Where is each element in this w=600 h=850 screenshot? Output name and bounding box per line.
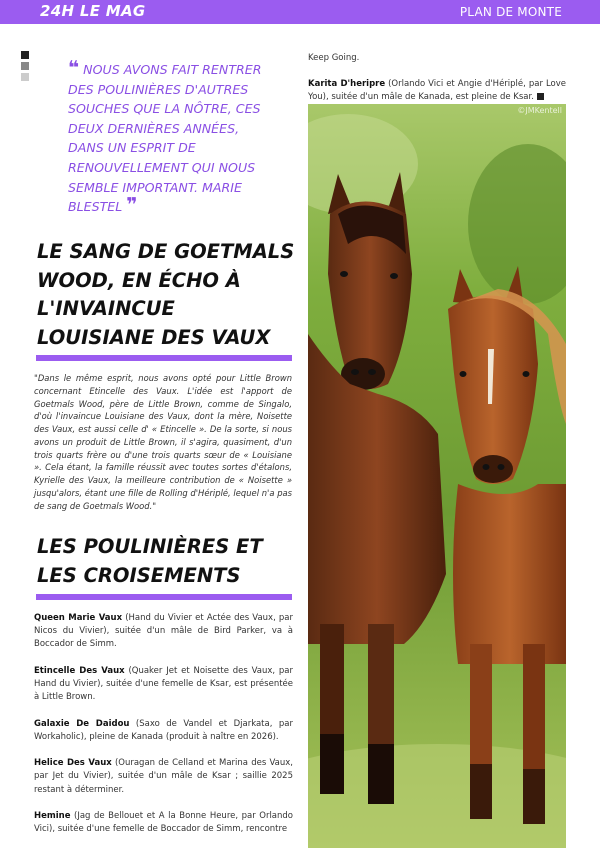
pull-quote — [68, 57, 278, 217]
two-horses-photo — [308, 104, 566, 848]
mare-details: (Quaker Jet et Noisette des Vaux, par Hand du Vivier), suitée d'une femelle de Ksar, est présentée à Little Brown. — [34, 665, 293, 703]
mare-details: (Saxo de Vandel et Djarkata, par Workaholic), pleine de Kanada (produit à naître en 2026). — [34, 718, 293, 742]
header-bar — [0, 0, 600, 24]
heading-underline — [36, 355, 292, 361]
mare-list — [34, 612, 293, 850]
mare-name: Queen Marie Vaux — [34, 613, 123, 623]
photo-credit: ©JMKentell — [517, 106, 562, 115]
list-item — [34, 612, 293, 652]
section-heading-goetmals: LE SANG DE GOETMALS WOOD, EN ÉCHO À L'INVAINCUE LOUISIANE DES VAUX — [37, 240, 295, 349]
mare-name: Karita D'heripre — [308, 79, 386, 89]
heading-underline-2 — [36, 594, 292, 600]
list-item — [34, 757, 293, 797]
list-item — [34, 718, 293, 744]
section-heading-poulinieres: LES POULINIÈRES ET LES CROISEMENTS — [37, 535, 263, 587]
decor-square-dark — [21, 51, 29, 59]
continuation-text: Keep Going. — [308, 53, 360, 63]
mare-name: Helice Des Vaux — [34, 758, 112, 769]
open-quote-icon: ❝ — [68, 57, 80, 79]
pull-quote-text: NOUS AVONS FAIT RENTRER DES POULINIÈRES D'AUTRES SOUCHES QUE LA NÔTRE, CES DEUX DERNIÈRES ANNÉES, DANS UN ESPRIT DE RENOUVELLEMENT QUI NOUS SEMBLE IMPORTANT. MARIE BLESTEL — [68, 62, 262, 215]
decor-square-mid — [21, 62, 29, 70]
intro-paragraph: "Dans le même esprit, nous avons opté pour Little Brown concernant Etincelle des Vaux. L'idée est l'apport de Goetmals Wood, père de Little Brown, comme de Singalo, d'où l'invaincue Louisiane des Vaux, dont la mère, Noisette des Vaux, est aussi celle d' « Etincelle ». De la sorte, si nous avons un produit de Little Brown, il s'agira, quasiment, d'un trois quarts frère ou d'une trois quarts sœur de « Louisiane ». Cela étant, la famille réussit avec toutes sortes d'étalons, Kyrielle des Vaux, la meilleure contribution de « Noisette » jusqu'alors, étant une fille de Rolling d'Hériplé, lequel n'a pas de sang de Goetmals Wood." — [34, 373, 292, 511]
mare-details: (Jag de Bellouet et A la Bonne Heure, par Orlando Vici), suitée d'une femelle de Boccador de Simm, rencontre — [34, 810, 293, 835]
mare-name: Hemine — [34, 810, 71, 821]
horses-illustration — [308, 104, 566, 848]
end-of-article-mark — [537, 93, 544, 100]
decor-square-light — [21, 73, 29, 81]
list-item — [34, 665, 293, 705]
list-item — [308, 78, 566, 104]
mare-name: Etincelle Des Vaux — [34, 665, 125, 676]
mare-details: (Hand du Vivier et Actée des Vaux, par Nicos du Vivier), suitée d'un mâle de Bird Parker, va à Boccador de Simm. — [34, 613, 293, 650]
magazine-brand: 24H LE MAG — [40, 2, 146, 20]
section-label: PLAN DE MONTE — [459, 5, 562, 19]
list-item — [34, 810, 293, 836]
close-quote-icon: ❞ — [126, 194, 138, 217]
mare-details: (Orlando Vici et Angie d'Hériplé, par Love You), suitée d'un mâle de Kanada, est pleine de Ksar. — [308, 79, 566, 103]
mare-name: Galaxie De Daidou — [34, 718, 130, 729]
mare-details: (Ouragan de Celland et Marina des Vaux, par Jet du Vivier), suitée d'un mâle de Ksar ; saillie 2025 restant à déterminer. — [34, 758, 293, 795]
right-column-text — [308, 52, 566, 104]
